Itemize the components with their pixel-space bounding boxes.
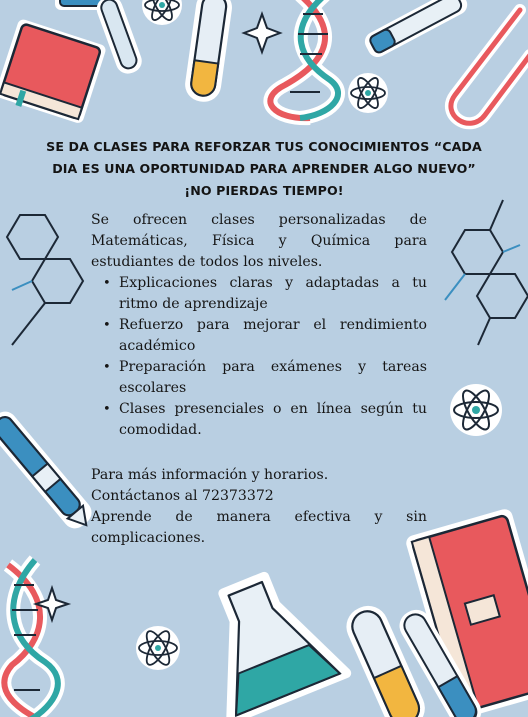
headline-line-3: ¡NO PIERDAS TIEMPO! (184, 183, 344, 198)
bullet-icon: • (103, 318, 111, 333)
contact-block (91, 465, 427, 549)
book-icon (0, 18, 107, 126)
list-item: • Preparación para exámenes y tareas escolares (103, 359, 427, 396)
test-tube-icon (183, 0, 234, 104)
atom-icon (142, 0, 182, 25)
list-item: • Explicaciones claras y adaptadas a tu ritmo de aprendizaje (103, 275, 427, 312)
list-item: • Refuerzo para mejorar el rendimiento académico (103, 317, 427, 354)
headline (22, 136, 506, 202)
flyer-body (91, 210, 427, 549)
atom-icon (348, 73, 388, 113)
molecule-icon (445, 200, 528, 345)
info-line: Para más información y horarios. (91, 467, 329, 483)
spacer (91, 441, 427, 465)
list-item: • Clases presenciales o en línea según tu comodidad. (103, 401, 427, 438)
bullet-icon: • (103, 360, 111, 375)
benefits-list (91, 273, 427, 441)
molecule-icon (7, 215, 83, 345)
atom-icon (136, 626, 180, 670)
pen-icon (361, 0, 470, 61)
headline-line-2: DIA ES UNA OPORTUNIDAD PARA APRENDER ALGO NUEVO” (52, 161, 476, 176)
paperclip-icon (451, 10, 528, 123)
phone-line: Contáctanos al 72373372 (91, 488, 274, 504)
bullet-icon: • (103, 402, 111, 417)
intro-paragraph: Se ofrecen clases personalizadas de Matemáticas, Física y Química para estudiantes de todos los niveles. (91, 212, 427, 270)
dna-icon (4, 560, 58, 717)
bullet-icon: • (103, 276, 111, 291)
closing-line: Aprende de manera efectiva y sin complicaciones. (91, 509, 427, 546)
headline-line-1: SE DA CLASES PARA REFORZAR TUS CONOCIMIENTOS “CADA (46, 139, 482, 154)
flask-icon (186, 562, 346, 717)
pen-icon (0, 407, 98, 535)
test-tube-icon (93, 0, 145, 77)
atom-icon (450, 384, 502, 436)
sparkle-icon (244, 14, 280, 52)
dna-icon (270, 0, 338, 118)
